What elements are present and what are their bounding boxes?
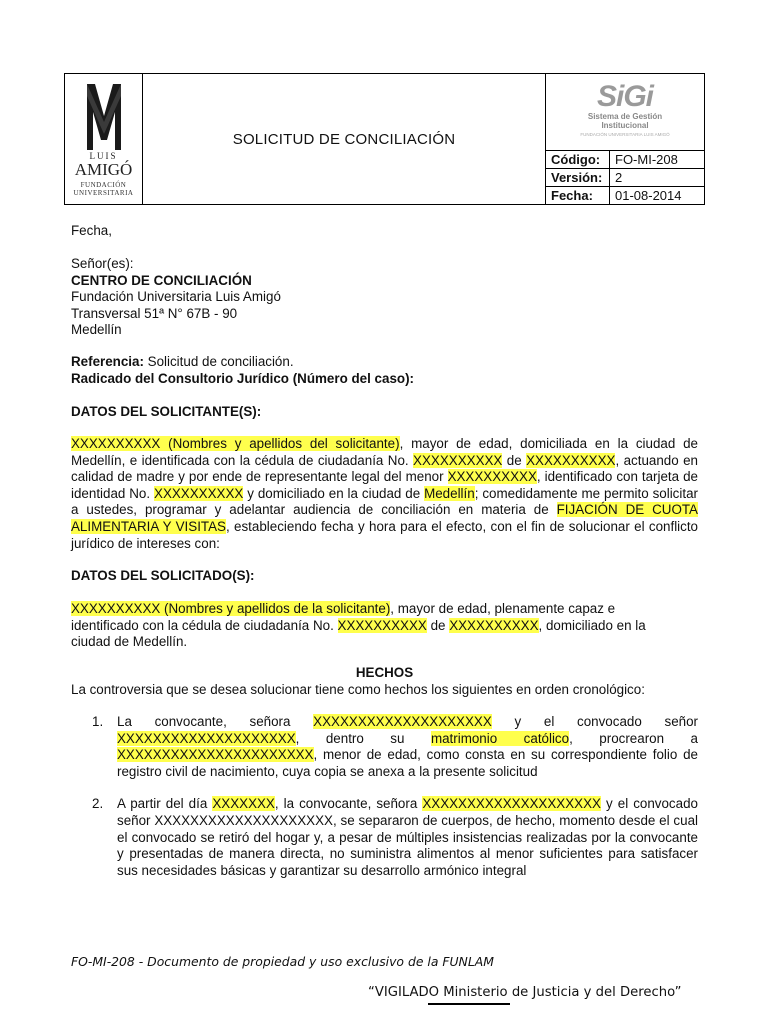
addressee-block [71,256,698,339]
sigi-sub1: Sistema de Gestión [587,112,663,121]
solicitado-heading: DATOS DEL SOLICITADO(S): [71,568,255,583]
logo-name-text: AMIGÓ [74,160,133,179]
document-title: SOLICITUD DE CONCILIACIÓN [143,74,546,204]
funlam-logo [65,74,143,204]
radicado-line: Radicado del Consultorio Jurídico (Número del caso): [71,370,414,386]
referencia-line: Referencia: Solicitud de conciliación. [71,354,294,369]
senores-line: Señor(es): [71,256,134,271]
hechos-intro: La controversia que se desea solucionar tiene como hechos los siguientes en orden cronológico: [71,682,645,697]
solicitado-paragraph: XXXXXXXXXX (Nombres y apellidos de la solicitante), mayor de edad, plenamente capaz e identificado con la cédula de ciudadanía No. XXXXXXXXXX de XXXXXXXXXX, domiciliado en la ciudad de Medellín. [71,601,646,650]
footer-underline [428,1003,510,1005]
reference-block [71,354,698,387]
solicitante-heading: DATOS DEL SOLICITANTE(S): [71,404,262,419]
direccion-line: Transversal 51ª N° 67B - 90 [71,305,238,321]
list-item: 1. La convocante, señora XXXXXXXXXXXXXXXXXXXX y el convocado señor XXXXXXXXXXXXXXXXXXXX, dentro su matrimonio católico, procrearon a XXXXXXXXXXXXXXXXXXXXXX, menor de edad, como consta en su correspondiente folio de registro civil de nacimiento, cuya copia se anexa a la presente solicitud [92,714,698,779]
luis-amigo-emblem-icon [85,82,123,152]
hechos-list [71,714,698,879]
centro-line: CENTRO DE CONCILIACIÓN [71,272,252,288]
hechos-heading: HECHOS [355,665,414,680]
meta-row-version: Versión: 2 [546,169,704,187]
sigi-word: SiGi [596,80,653,113]
document-header-table [64,73,705,205]
solicitante-paragraph: XXXXXXXXXX (Nombres y apellidos del solicitante), mayor de edad, domiciliada en la ciudad de Medellín, e identificada con la cédula de ciudadanía No. XXXXXXXXXX de XXXXXXXXXX, actuando en calidad de madre y por ende de representante legal del menor XXXXXXXXXX, identificado con tarjeta de identidad No. XXXXXXXXXX y domiciliado en la ciudad de Medellín; comedidamente me permito solicitar a ustedes, programar y adelantar audiencia de conciliación en materia de FIJACIÓN DE CUOTA ALIMENTARIA Y VISITAS, estableciendo fecha y hora para el efecto, con el fin de solucionar el conflicto jurídico de intereses con: [71,436,699,551]
vigilado-line: “VIGILADO Ministerio de Justicia y del Derecho” [368,985,682,1000]
logo-sub1-text: FUNDACIÓN [80,181,127,189]
footer-note: FO-MI-208 - Documento de propiedad y uso exclusivo de la FUNLAM [71,954,494,969]
list-item: 2. A partir del día XXXXXXX, la convocante, señora XXXXXXXXXXXXXXXXXXXX y el convocado señor XXXXXXXXXXXXXXXXXXXX, se separaron de cuerpos, de hecho, momento desde el cual el convocado se retiró del hogar y, a pesar de múltiples insistencias realizadas por la convocante y presentadas de manera directa, no suministra alimentos al menor suficientes para satisfacer sus necesidades básicas y garantizar su desarrollo armónico integral [92,796,698,878]
meta-row-codigo: Código: FO-MI-208 [546,151,704,169]
sigi-tiny: FUNDACIÓN UNIVERSITARIA LUIS AMIGÓ [580,132,670,138]
logo-sub2-text: UNIVERSITARIA [73,189,134,197]
document-meta [546,74,704,204]
ciudad-line: Medellín [71,322,122,338]
meta-row-fecha: Fecha: 01-08-2014 [546,187,704,204]
sigi-logo [546,74,704,151]
fundacion-line: Fundación Universitaria Luis Amigó [71,289,281,305]
fecha-line: Fecha, [71,223,112,238]
sigi-sub2: Institucional [601,121,649,131]
logo-top-text: LUIS [89,151,118,161]
